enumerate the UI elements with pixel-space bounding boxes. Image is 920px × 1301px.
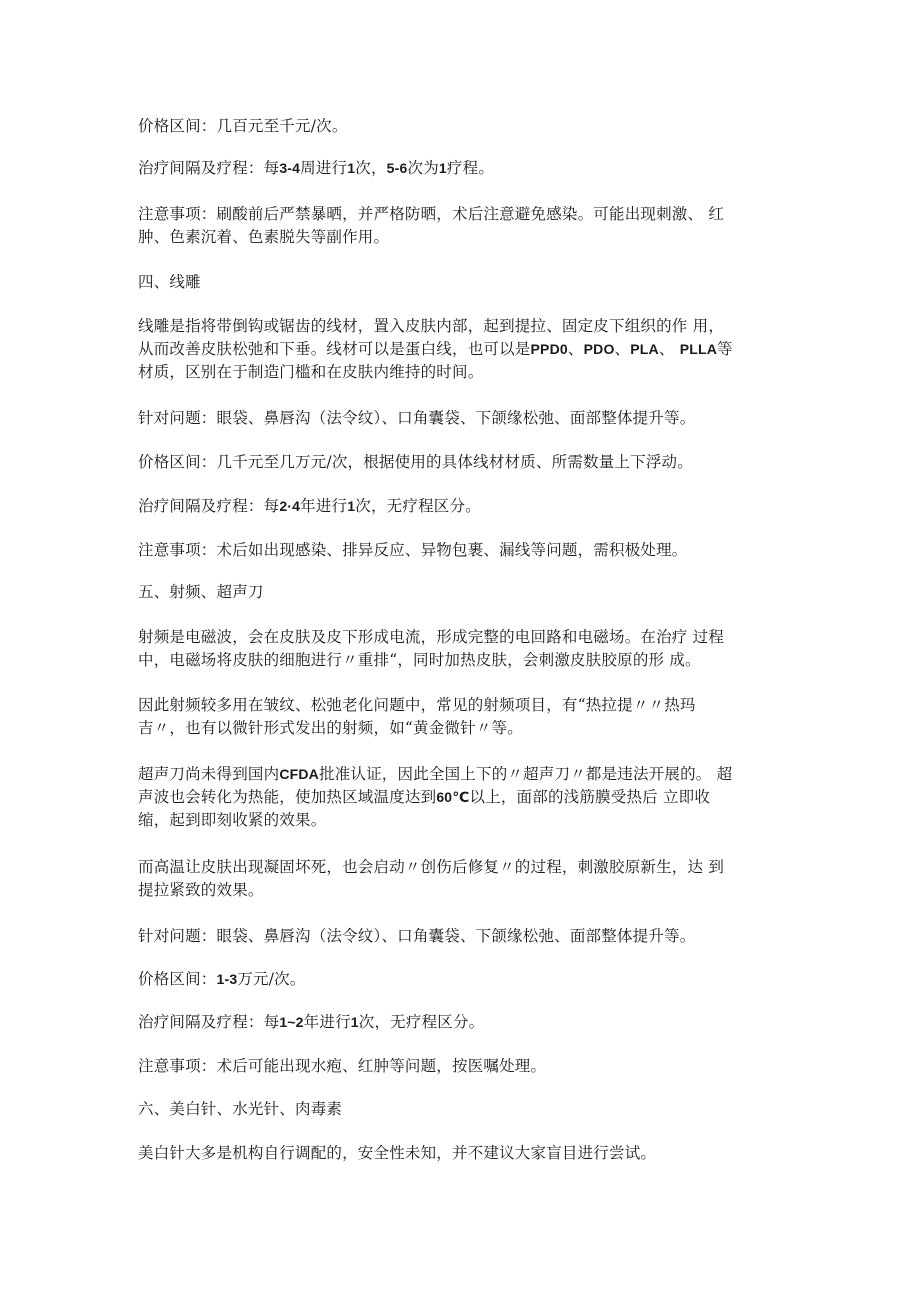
section-heading [138, 581, 783, 604]
text-line [138, 361, 783, 384]
ultrasound-knife-description [138, 763, 783, 832]
text-line [138, 694, 783, 717]
text-run: 年进行 [303, 1013, 351, 1031]
text-run: 吉〃，也有以微针形式发出的射频，如“黄金微针〃等。 [138, 719, 523, 737]
text-line [138, 879, 783, 902]
text-line [138, 581, 783, 604]
text-run: 六、美白针、水光针、肉毒素 [138, 1100, 343, 1118]
text-run: 治疗间隔及疗程：每 [138, 497, 280, 515]
bold-number-run: 2·4 [279, 498, 301, 514]
text-run: 线雕是指将带倒钩或锯齿的线材，置入皮肤内部，起到提拉、固定皮下组织的作 用， [138, 317, 725, 335]
text-run: 价格区间：几千元至几万元/次，根据使用的具体线材材质、所需数量上下浮动。 [138, 453, 693, 471]
text-run: 万元/次。 [237, 970, 306, 988]
bold-number-run: 1 [347, 160, 356, 176]
high-temperature-paragraph [138, 856, 783, 902]
text-line [138, 968, 783, 991]
text-line [138, 1142, 783, 1165]
text-line [138, 786, 783, 809]
precautions-paragraph [138, 1055, 783, 1078]
text-line [138, 649, 783, 672]
text-line [138, 407, 783, 430]
text-run: 从而改善皮肤松弛和下垂。线材可以是蛋白线，也可以是 [138, 340, 531, 358]
text-run: 次，无疗程区分。 [358, 1013, 485, 1031]
text-run: 次为 [407, 159, 439, 177]
text-run: 注意事项：术后如出现感染、排异反应、异物包裹、漏线等问题，需积极处理。 [138, 541, 688, 559]
text-line [138, 626, 783, 649]
bold-number-run: 5-6 [386, 160, 408, 176]
treatment-interval-paragraph [138, 1011, 783, 1034]
section-heading [138, 1098, 783, 1121]
text-line [138, 717, 783, 740]
target-problems-paragraph [138, 925, 783, 948]
treatment-interval-paragraph [138, 157, 783, 180]
bold-number-run: PPD0 [530, 341, 568, 357]
text-line [138, 1055, 783, 1078]
text-run: 五、射频、超声刀 [138, 583, 264, 601]
text-run: 、 [658, 340, 680, 358]
bold-number-run: 1~2 [279, 1014, 304, 1030]
text-line [138, 451, 783, 474]
bold-number-run: 1 [350, 1014, 359, 1030]
text-run: 以上，面部的浅筋膜受热后 立即收 [469, 788, 711, 806]
text-run: 美白针大多是机构自行调配的，安全性未知，并不建议大家盲目进行尝试。 [138, 1144, 657, 1162]
bold-number-run: 1-3 [216, 971, 238, 987]
text-line [138, 539, 783, 562]
text-line [138, 203, 783, 226]
text-run: 、 [567, 340, 584, 358]
text-run: 射频是电磁波，会在皮肤及皮下形成电流，形成完整的电回路和电磁场。在治疗 过程 [138, 628, 725, 646]
section-heading [138, 271, 783, 294]
text-run: 四、线雕 [138, 273, 201, 291]
treatment-interval-paragraph [138, 495, 783, 518]
text-line [138, 495, 783, 518]
bold-number-run: 1 [438, 160, 447, 176]
precautions-paragraph [138, 539, 783, 562]
text-line [138, 315, 783, 338]
text-run: 材质，区别在于制造门槛和在皮肤内维持的时间。 [138, 363, 484, 381]
text-line [138, 925, 783, 948]
text-line [138, 226, 783, 249]
text-run: 周进行 [300, 159, 348, 177]
text-line [138, 157, 783, 180]
text-run: 注意事项：术后可能出现水疱、红肿等问题，按医嘱处理。 [138, 1057, 547, 1075]
bold-number-run: PLLA [679, 341, 718, 357]
text-line [138, 1098, 783, 1121]
whitening-injection-paragraph [138, 1142, 783, 1165]
text-run: 价格区间：几百元至千元/次。 [138, 117, 348, 135]
text-run: 、 [614, 340, 631, 358]
text-run: 注意事项：刷酸前后严禁暴晒，并严格防晒，术后注意避免感染。可能出现刺激、 红 [138, 205, 725, 223]
text-run: 超声刀尚未得到国内 [138, 765, 280, 783]
text-run: 缩，起到即刻收紧的效果。 [138, 811, 327, 829]
text-run: 提拉紧致的效果。 [138, 881, 264, 899]
text-run: 因此射频较多用在皱纹、松弛老化问题中，常见的射频项目，有“热拉提〃〃热玛 [138, 696, 696, 714]
text-run: 中，电磁场将皮肤的细胞进行〃重排“，同时加热皮肤，会刺激皮肤胶原的形 成。 [138, 651, 701, 669]
bold-number-run: CFDA [279, 766, 319, 782]
text-run: 治疗间隔及疗程：每 [138, 1013, 280, 1031]
text-run: 等 [717, 340, 733, 358]
precautions-paragraph [138, 203, 783, 249]
bold-number-run: 3-4 [279, 160, 301, 176]
radiofrequency-description [138, 626, 783, 672]
target-problems-paragraph [138, 407, 783, 430]
bold-number-run: PLA [630, 341, 659, 357]
price-range-paragraph [138, 451, 783, 474]
bold-number-run: 60℃ [436, 789, 470, 805]
text-run: 治疗间隔及疗程：每 [138, 159, 280, 177]
text-run: 次， [355, 159, 387, 177]
text-line [138, 856, 783, 879]
text-run: 声波也会转化为热能，使加热区域温度达到 [138, 788, 437, 806]
text-line [138, 271, 783, 294]
bold-number-run: 1 [347, 498, 356, 514]
text-line [138, 115, 783, 138]
price-range-paragraph [138, 115, 783, 138]
text-line [138, 809, 783, 832]
text-run: 价格区间： [138, 970, 217, 988]
text-run: 疗程。 [446, 159, 495, 177]
text-run: 肿、色素沉着、色素脱失等副作用。 [138, 228, 390, 246]
text-run: 次，无疗程区分。 [355, 497, 481, 515]
text-run: 针对问题：眼袋、鼻唇沟（法令纹）、口角囊袋、下颌缘松弛、面部整体提升等。 [138, 409, 696, 427]
text-line [138, 1011, 783, 1034]
thread-lift-description [138, 315, 783, 384]
text-run: 而高温让皮肤出现凝固坏死，也会启动〃创伤后修复〃的过程，刺激胶原新生，达 到 [138, 858, 725, 876]
text-run: 批准认证，因此全国上下的〃超声刀〃都是违法开展的。 超 [319, 765, 733, 783]
price-range-paragraph [138, 968, 783, 991]
text-line [138, 763, 783, 786]
text-run: 年进行 [300, 497, 348, 515]
text-line [138, 338, 783, 361]
bold-number-run: PDO [583, 341, 615, 357]
radiofrequency-usage-paragraph [138, 694, 783, 740]
text-run: 针对问题：眼袋、鼻唇沟（法令纹）、口角囊袋、下颌缘松弛、面部整体提升等。 [138, 927, 696, 945]
